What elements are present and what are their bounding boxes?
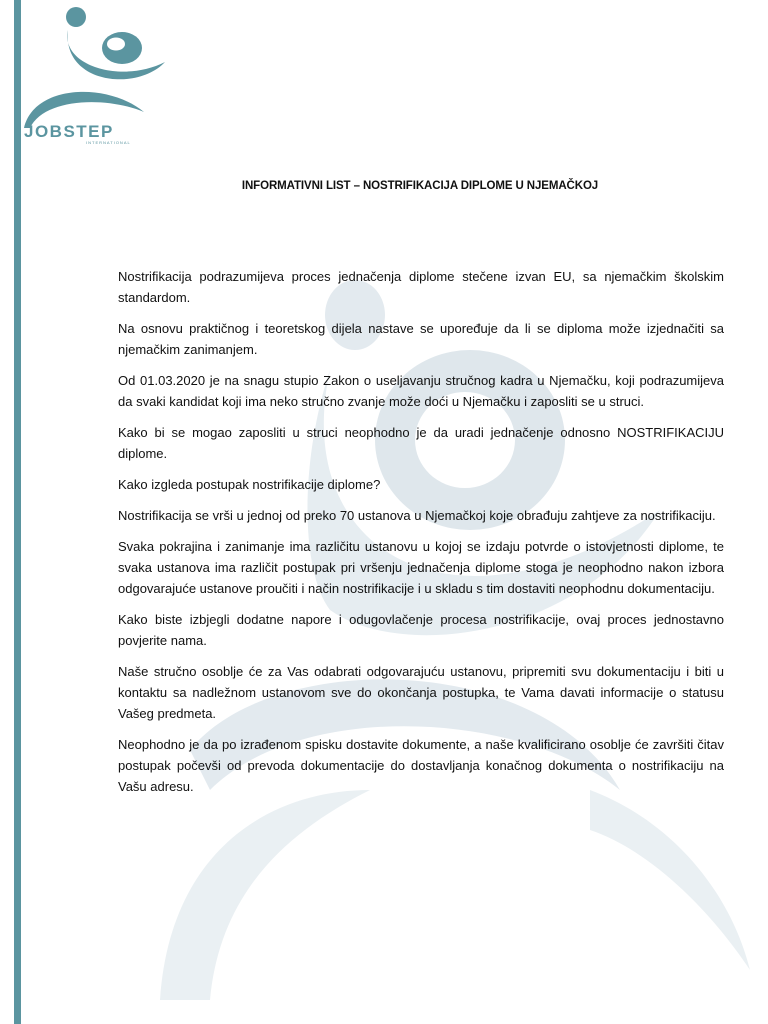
- paragraph-question: Kako izgleda postupak nostrifikacije diplome?: [118, 477, 381, 492]
- paragraph-law: Od 01.03.2020 je na snagu stupio Zakon o useljavanju stručnog kadra u Njemačku, koji podrazumijeva da svaki kandidat koji ima neko stručno zvanje može doći u Njemačku i zaposliti se u struci.: [118, 373, 724, 409]
- jobstep-logo: [22, 0, 182, 150]
- paragraph-documents: Neophodno je da po izrađenom spisku dostavite dokumente, a naše kvalificirano osoblje će završiti čitav postupak počevši od prevoda dokumentacije do dostavljanja konačnog dokumenta o nostrifikaciju na Vašu adresu.: [118, 737, 724, 794]
- paragraph-procedure: Svaka pokrajina i zanimanje ima različitu ustanovu u kojoj se izdaju potvrde o istovjetnosti diplome, te svaka ustanova ima različit postupak pri vršenju jednačenja diplome stoga je neophodno nakon izbora odgovarajuće ustanove proučiti i način nostrifikacije i u skladu s tim dostaviti neophodnu dokumentaciju.: [118, 539, 724, 596]
- left-margin-bar: [14, 0, 21, 1024]
- document-body: [118, 266, 724, 807]
- paragraph-staff: Naše stručno osoblje će za Vas odabrati odgovarajuću ustanovu, pripremiti svu dokumentaciju i biti u kontaktu sa nadležnom ustanovom sve do okončanja postupka, te Vama davati informacije o statusu Vašeg predmeta.: [118, 664, 724, 721]
- logo-subtitle: INTERNATIONAL: [86, 140, 131, 145]
- logo-wordmark: JOBSTEP: [24, 122, 114, 141]
- paragraph-definition: Nostrifikacija podrazumijeva proces jednačenja diplome stečene izvan EU, sa njemačkim školskim standardom.: [118, 269, 724, 305]
- document-title: INFORMATIVNI LIST – NOSTRIFIKACIJA DIPLOME U NJEMAČKOJ: [241, 180, 599, 192]
- paragraph-institutions: Nostrifikacija se vrši u jednoj od preko 70 ustanova u Njemačkoj koje obrađuju zahtjeve za nostrifikaciju.: [118, 508, 716, 523]
- paragraph-comparison: Na osnovu praktičnog i teoretskog dijela nastave se upoređuje da li se diploma može izjednačiti sa njemačkim zanimanjem.: [118, 321, 724, 357]
- paragraph-requirement: Kako bi se mogao zaposliti u struci neophodno je da uradi jednačenje odnosno NOSTRIFIKACIJU diplome.: [118, 425, 724, 461]
- paragraph-trust: Kako biste izbjegli dodatne napore i odugovlačenje procesa nostrifikacije, ovaj proces jednostavno povjerite nama.: [118, 612, 724, 648]
